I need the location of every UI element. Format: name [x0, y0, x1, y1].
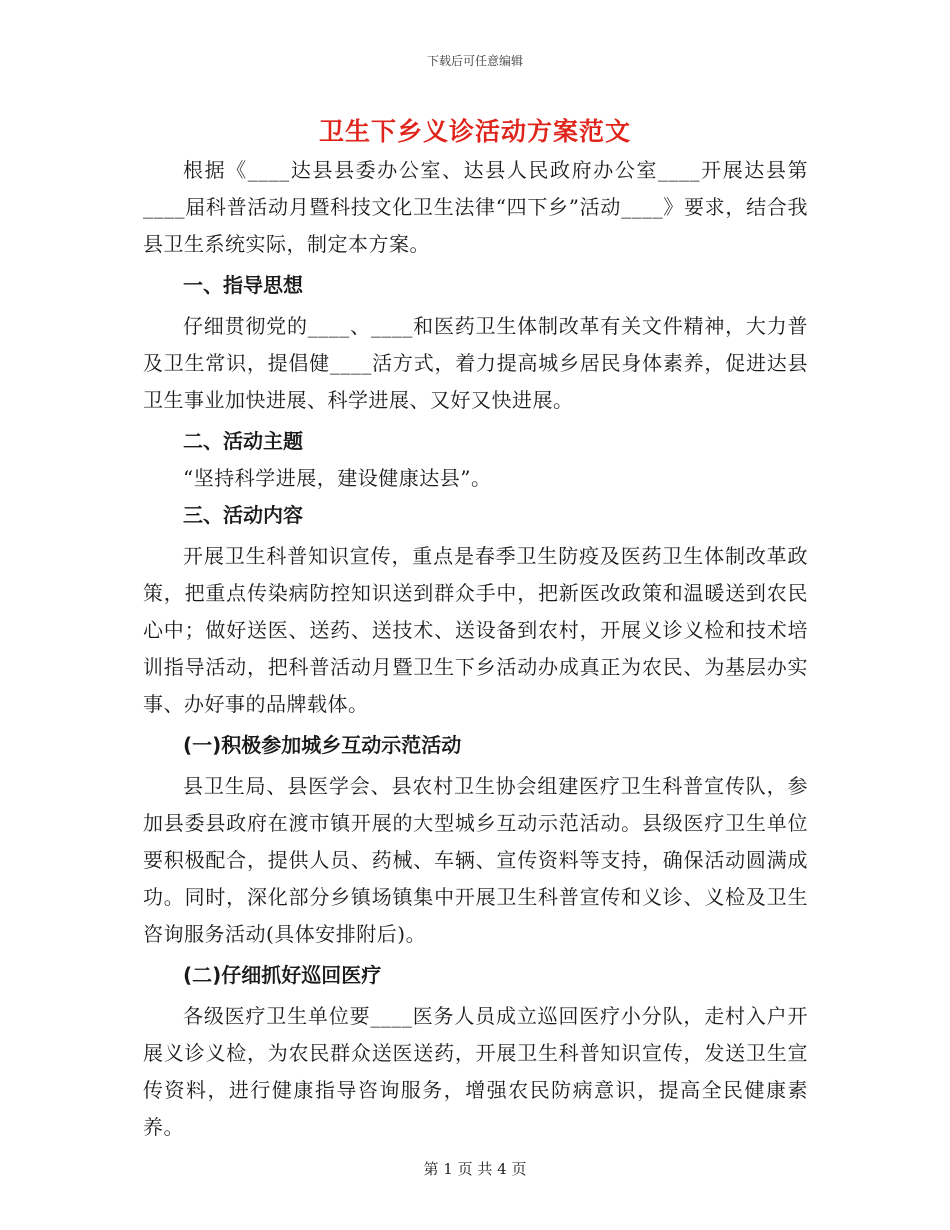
document-title: 卫生下乡义诊活动方案范文 [318, 117, 631, 146]
subsection-heading-urban-rural: (一)积极参加城乡互动示范活动 [183, 733, 462, 757]
activity-theme-paragraph: “坚持科学进展，建设健康达县”。 [183, 466, 492, 490]
mobile-medical-paragraph: 各级医疗卫生单位要____医务人员成立巡回医疗小分队，走村入户开展义诊义检，为农民群众送医送药，开展卫生科普知识宣传，发送卫生宣传资料，进行健康指导咨询服务，增强农民防病意识，提高全民健康素养。 [143, 1004, 808, 1139]
subsection-heading-mobile-medical: (二)仔细抓好巡回医疗 [183, 963, 382, 987]
guiding-ideology-paragraph: 仔细贯彻党的____、____和医药卫生体制改革有关文件精神，大力普及卫生常识，提倡健____活方式，着力提高城乡居民身体素养，促进达县卫生事业加快进展、科学进展、又好又快进展。 [143, 314, 808, 412]
section-heading-guiding-ideology: 一、指导思想 [183, 273, 303, 297]
activity-content-paragraph: 开展卫生科普知识宣传，重点是春季卫生防疫及医药卫生体制改革政策，把重点传染病防控知识送到群众手中，把新医改政策和温暖送到农民心中；做好送医、送药、送技术、送设备到农村，开展义诊义检和技术培训指导活动，把科普活动月暨卫生下乡活动办成真正为农民、为基层办实事、办好事的品牌载体。 [143, 544, 808, 716]
urban-rural-paragraph: 县卫生局、县医学会、县农村卫生协会组建医疗卫生科普宣传队，参加县委县政府在渡市镇开展的大型城乡互动示范活动。县级医疗卫生单位要积极配合，提供人员、药械、车辆、宣传资料等支持，确保活动圆满成功。同时，深化部分乡镇场镇集中开展卫生科普宣传和义诊、义检及卫生咨询服务活动(具体安排附后)。 [143, 774, 808, 946]
section-heading-activity-content: 三、活动内容 [183, 503, 303, 527]
header-note: 下载后可任意编辑 [426, 54, 523, 68]
document-body [143, 152, 808, 1146]
intro-paragraph: 根据《____达县县委办公室、达县人民政府办公室____开展达县第____届科普活动月暨科技文化卫生法律“四下乡”活动____》要求，结合我县卫生系统实际，制定本方案。 [143, 158, 808, 256]
page-footer: 第 1 页 共 4 页 [423, 1160, 527, 1178]
section-heading-activity-theme: 二、活动主题 [183, 429, 303, 453]
